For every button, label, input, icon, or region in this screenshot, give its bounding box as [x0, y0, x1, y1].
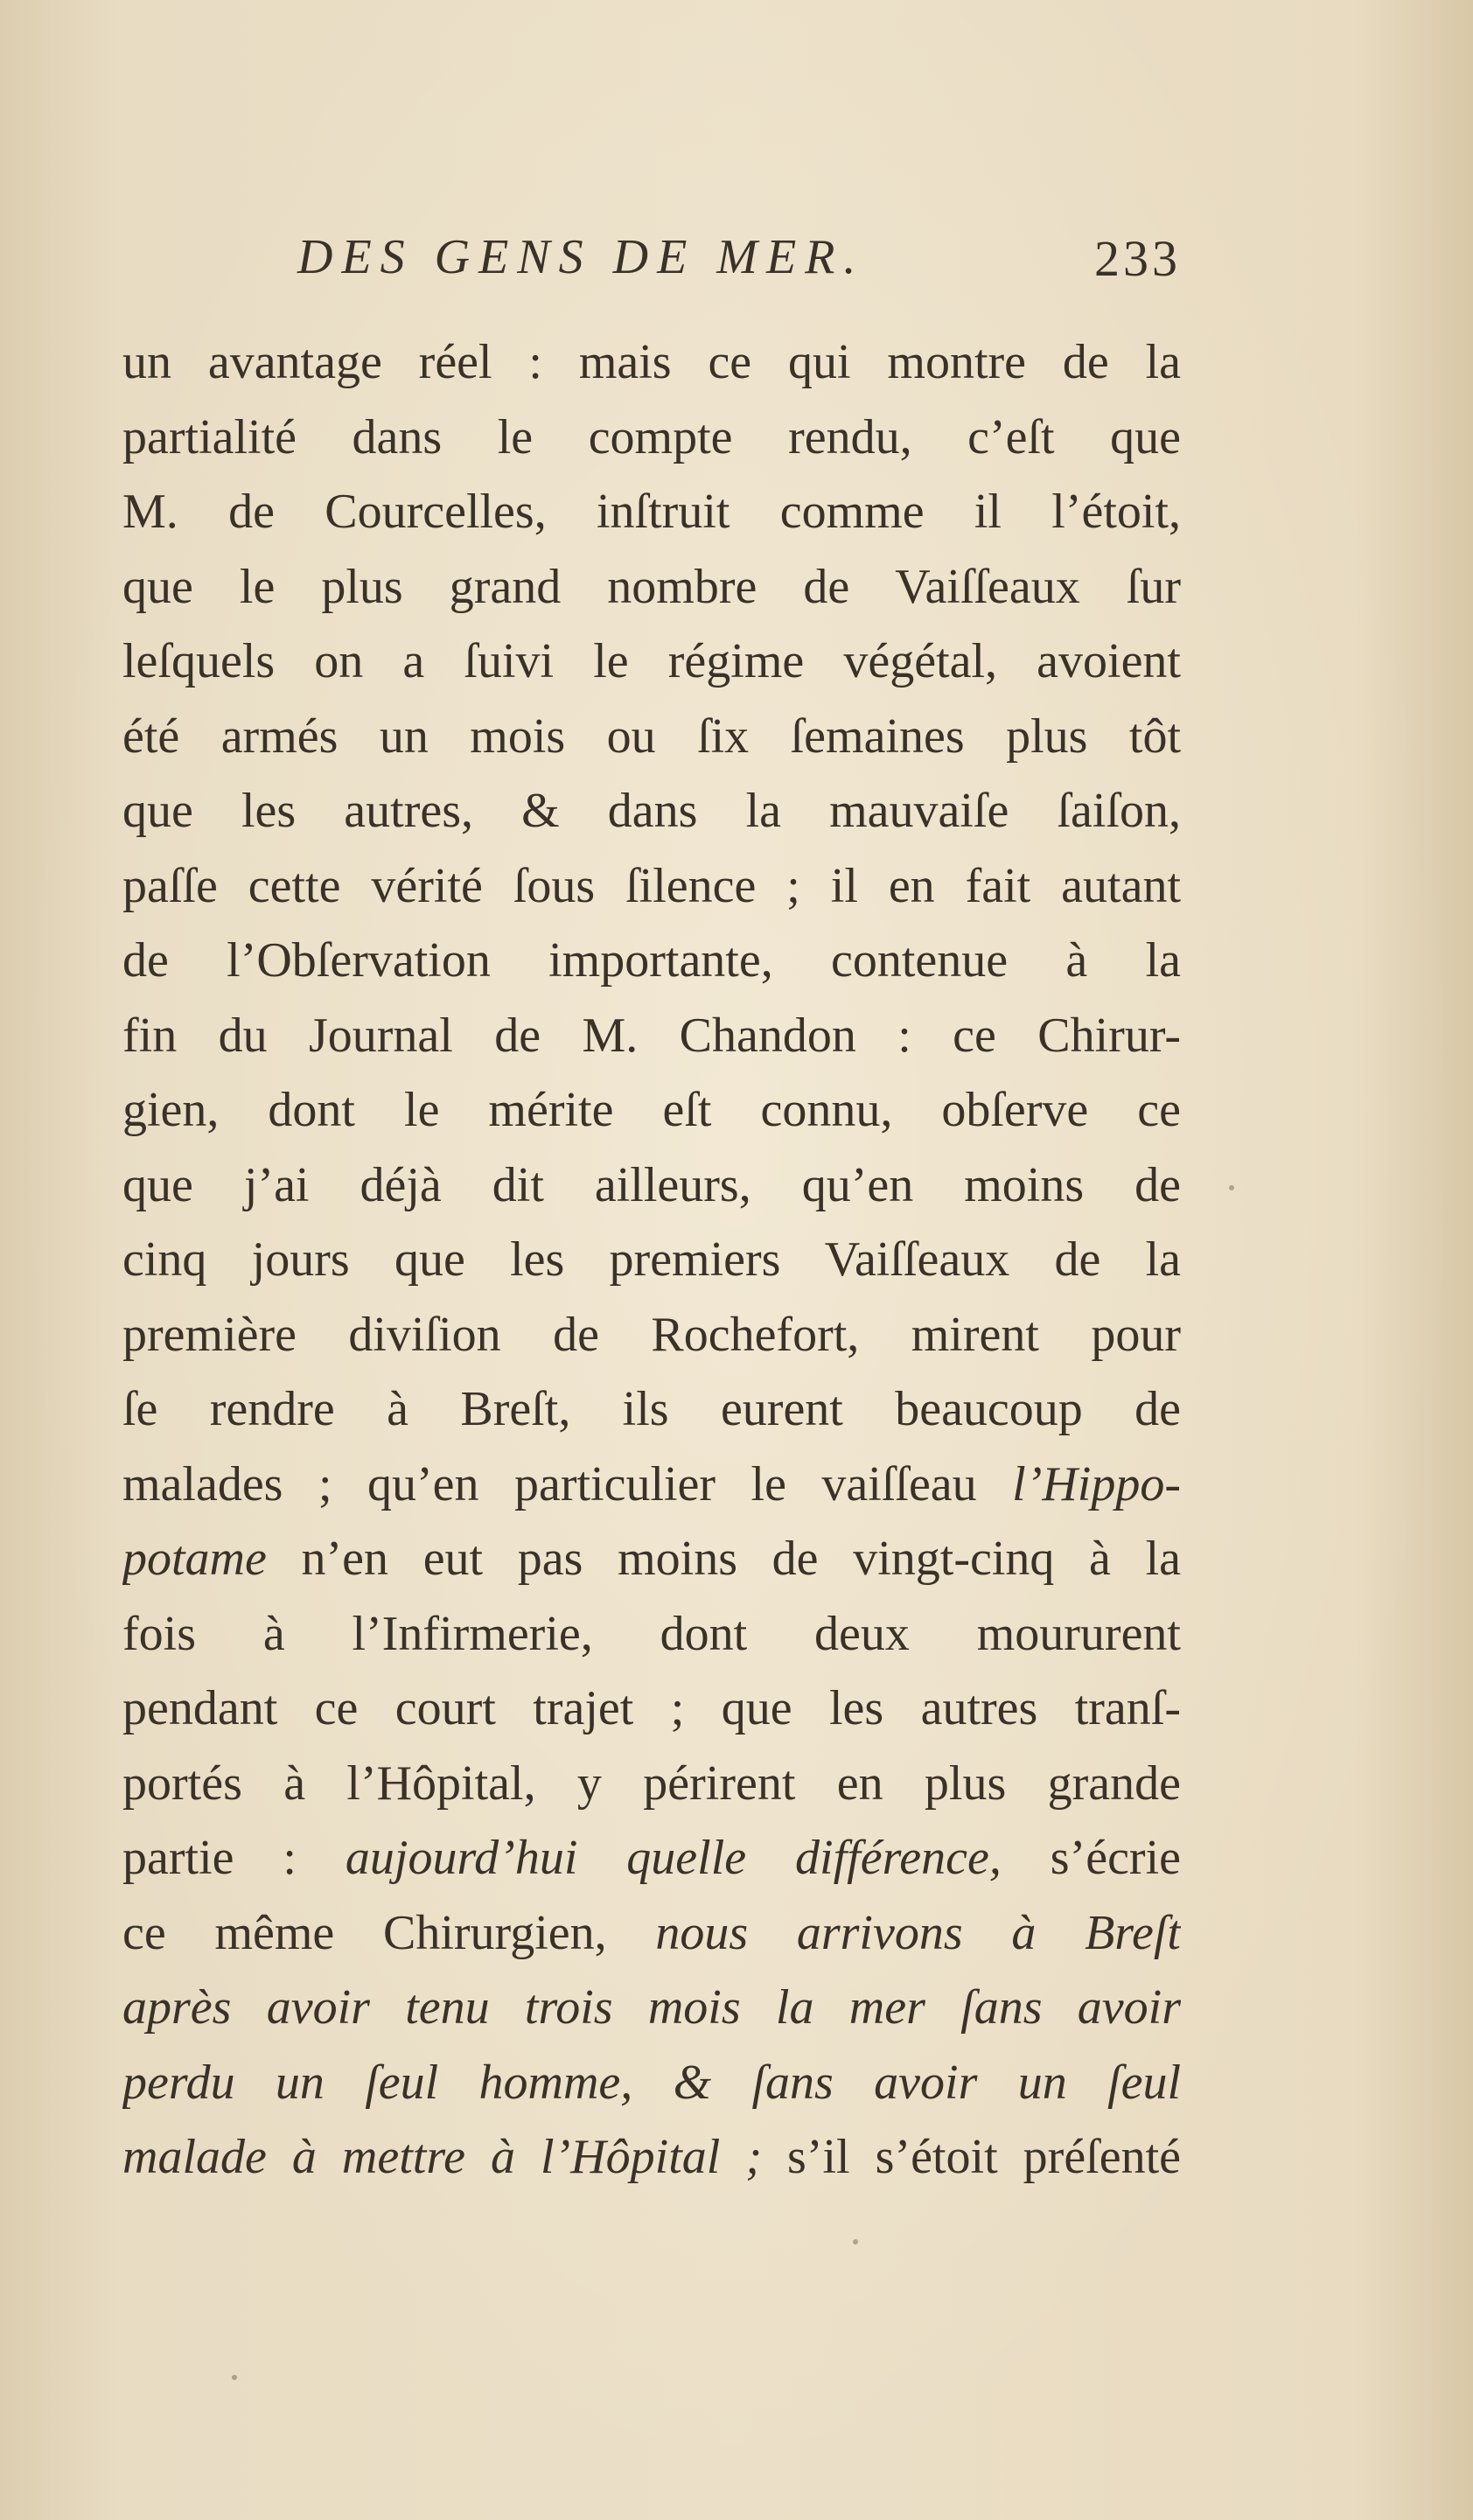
- text-line: [122, 401, 1181, 476]
- text-line: [122, 625, 1181, 700]
- italic-text: perdu un ſeul homme, & ſans avoir un ſeul: [122, 2055, 1181, 2110]
- text-line: [122, 325, 1181, 401]
- text-line: [122, 2046, 1181, 2121]
- page-number: 233: [1094, 230, 1181, 287]
- line-text: fois à l’Infirmerie, dont deux moururent: [122, 1606, 1181, 1661]
- line-text: partie :: [122, 1831, 346, 1885]
- text-line: [122, 924, 1181, 999]
- line-text: malades ; qu’en particulier le vaiſſeau: [122, 1456, 1013, 1511]
- text-line: [122, 1522, 1181, 1597]
- paper-speck: [853, 2239, 858, 2244]
- text-line: [122, 475, 1181, 550]
- line-text: gien, dont le mérite eſt connu, obſerve ce: [122, 1083, 1181, 1137]
- line-text: que le plus grand nombre de Vaiſſeaux ſur: [122, 559, 1181, 614]
- paper-speck: [1229, 1185, 1234, 1190]
- text-line: [122, 999, 1181, 1074]
- italic-text: malade à mettre à l’Hôpital ;: [122, 2130, 763, 2184]
- text-line: [122, 774, 1181, 849]
- line-text: été armés un mois ou ſix ſemaines plus tôt: [122, 709, 1181, 764]
- text-line: [122, 1672, 1181, 1747]
- line-text: M. de Courcelles, inſtruit comme il l’étoit,: [122, 485, 1181, 539]
- line-text: que j’ai déjà dit ailleurs, qu’en moins de: [122, 1157, 1181, 1212]
- text-line: [122, 1971, 1181, 2046]
- text-line: [122, 1747, 1181, 1822]
- italic-text: après avoir tenu trois mois la mer ſans avoir: [122, 1980, 1181, 2035]
- line-text: un avantage réel : mais ce qui montre de la: [122, 335, 1181, 389]
- text-line: [122, 1597, 1181, 1672]
- line-text: fin du Journal de M. Chandon : ce Chirur-: [122, 1008, 1181, 1063]
- text-line: [122, 849, 1181, 925]
- text-line: [122, 1372, 1181, 1448]
- page-header: [122, 229, 1181, 290]
- text-line: [122, 550, 1181, 625]
- line-text: de l’Obſervation importante, contenue à la: [122, 933, 1181, 988]
- running-head: DES GENS DE MER.: [297, 230, 865, 284]
- paper-speck: [232, 2375, 237, 2380]
- text-line: [122, 1821, 1181, 1896]
- line-text: ce même Chirurgien,: [122, 1905, 656, 1960]
- line-text: portés à l’Hôpital, y périrent en plus grande: [122, 1756, 1181, 1811]
- body-text: [122, 325, 1181, 2195]
- line-text: cinq jours que les premiers Vaiſſeaux de la: [122, 1232, 1181, 1287]
- line-text: s’écrie: [1001, 1831, 1181, 1885]
- line-text: paſſe cette vérité ſous ſilence ; il en fait autant: [122, 858, 1181, 913]
- text-line: [122, 1223, 1181, 1298]
- line-text: n’en eut pas moins de vingt-cinq à la: [266, 1532, 1181, 1586]
- text-line: [122, 1896, 1181, 1972]
- line-text: première diviſion de Rochefort, mirent pour: [122, 1307, 1181, 1362]
- text-line: [122, 700, 1181, 775]
- text-line: [122, 2120, 1181, 2195]
- line-text: s’il s’étoit préſenté: [762, 2130, 1181, 2184]
- text-line: [122, 1298, 1181, 1373]
- italic-text: potame: [122, 1532, 267, 1586]
- italic-text: nous arrivons à Breſt: [655, 1905, 1181, 1960]
- line-text: leſquels on a ſuivi le régime végétal, avoient: [122, 634, 1181, 688]
- text-line: [122, 1448, 1181, 1523]
- italic-text: aujourd’hui quelle différence,: [345, 1831, 1002, 1885]
- line-text: que les autres, & dans la mauvaiſe ſaiſon,: [122, 784, 1181, 838]
- line-text: ſe rendre à Breſt, ils eurent beaucoup de: [122, 1382, 1181, 1436]
- line-text: pendant ce court trajet ; que les autres tranſ-: [122, 1681, 1181, 1735]
- line-text: partialité dans le compte rendu, c’eſt que: [122, 409, 1181, 464]
- text-line: [122, 1148, 1181, 1224]
- italic-text: l’Hippo-: [1012, 1456, 1181, 1511]
- text-line: [122, 1073, 1181, 1148]
